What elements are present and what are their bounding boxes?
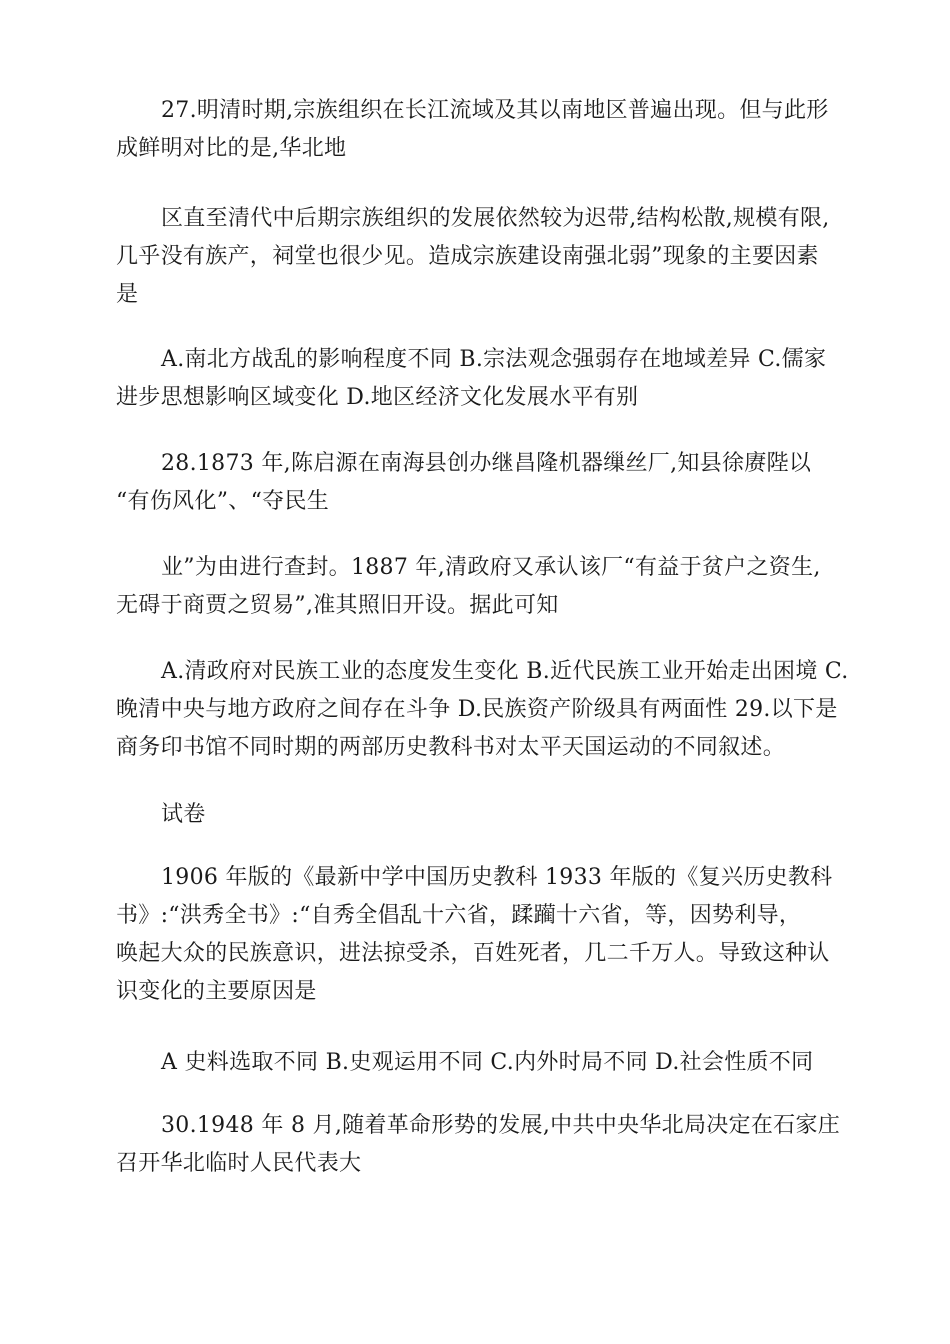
section-heading <box>116 796 846 834</box>
question-27-stem <box>116 92 846 168</box>
question-29-table-text <box>116 859 846 1011</box>
text-line: 区直至清代中后期宗族组织的发展依然较为迟带,结构松散,规模有限, <box>161 206 830 231</box>
question-28-options <box>116 653 849 767</box>
question-28-stem <box>116 445 846 521</box>
question-29-options <box>116 1044 846 1082</box>
text-line: “有伤风化”、“夺民生 <box>116 489 330 514</box>
text-line: 书》:“洪秀全书》:“自秀全倡乱十六省，蹂躏十六省，等，因势利导， <box>116 903 802 928</box>
text-line: 晚清中央与地方政府之间存在斗争 D.民族资产阶级具有两面性 29.以下是 <box>116 697 838 722</box>
text-line: A.南北方战乱的影响程度不同 B.宗法观念强弱存在地域差异 C.儒家 <box>161 347 827 372</box>
text-line: 唤起大众的民族意识，进法掠受杀，百姓死者，几二千万人。导致这种认 <box>116 941 830 966</box>
text-line: 是 <box>116 282 139 307</box>
text-line: 识变化的主要原因是 <box>116 979 317 1004</box>
text-line: 1906 年版的《最新中学中国历史教科 1933 年版的《复兴历史教科 <box>161 865 833 890</box>
question-27-options <box>116 341 846 417</box>
text-line: 27.明清时期,宗族组织在长江流域及其以南地区普遍出现。但与此形 <box>161 98 829 123</box>
text-line: 召开华北临时人民代表大 <box>116 1151 362 1176</box>
text-line: 商务印书馆不同时期的两部历史教科书对太平天国运动的不同叙述。 <box>116 735 786 760</box>
question-30-stem <box>116 1107 846 1183</box>
question-28-stem-continued <box>116 549 846 625</box>
text-line: 进步思想影响区域变化 D.地区经济文化发展水平有别 <box>116 385 639 410</box>
text-line: 无碍于商贾之贸易”,准其照旧开设。据此可知 <box>116 593 559 618</box>
text-line: 几乎没有族产，祠堂也很少见。造成宗族建设南强北弱”现象的主要因素 <box>116 244 819 269</box>
text-line: 业”为由进行查封。1887 年,清政府又承认该厂“有益于贫户之资生, <box>161 555 821 580</box>
text-line: 成鲜明对比的是,华北地 <box>116 136 347 161</box>
text-line: 试卷 <box>161 802 206 827</box>
question-27-stem-continued <box>116 200 846 314</box>
text-line: 28.1873 年,陈启源在南海县创办继昌隆机器缫丝厂,知县徐赓陛以 <box>161 451 812 476</box>
text-line: A.清政府对民族工业的态度发生变化 B.近代民族工业开始走出困境 C. <box>161 659 849 684</box>
text-line: A 史料选取不同 B.史观运用不同 C.内外时局不同 D.社会性质不同 <box>161 1050 814 1075</box>
text-line: 30.1948 年 8 月,随着革命形势的发展,中共中央华北局决定在石家庄 <box>161 1113 841 1138</box>
